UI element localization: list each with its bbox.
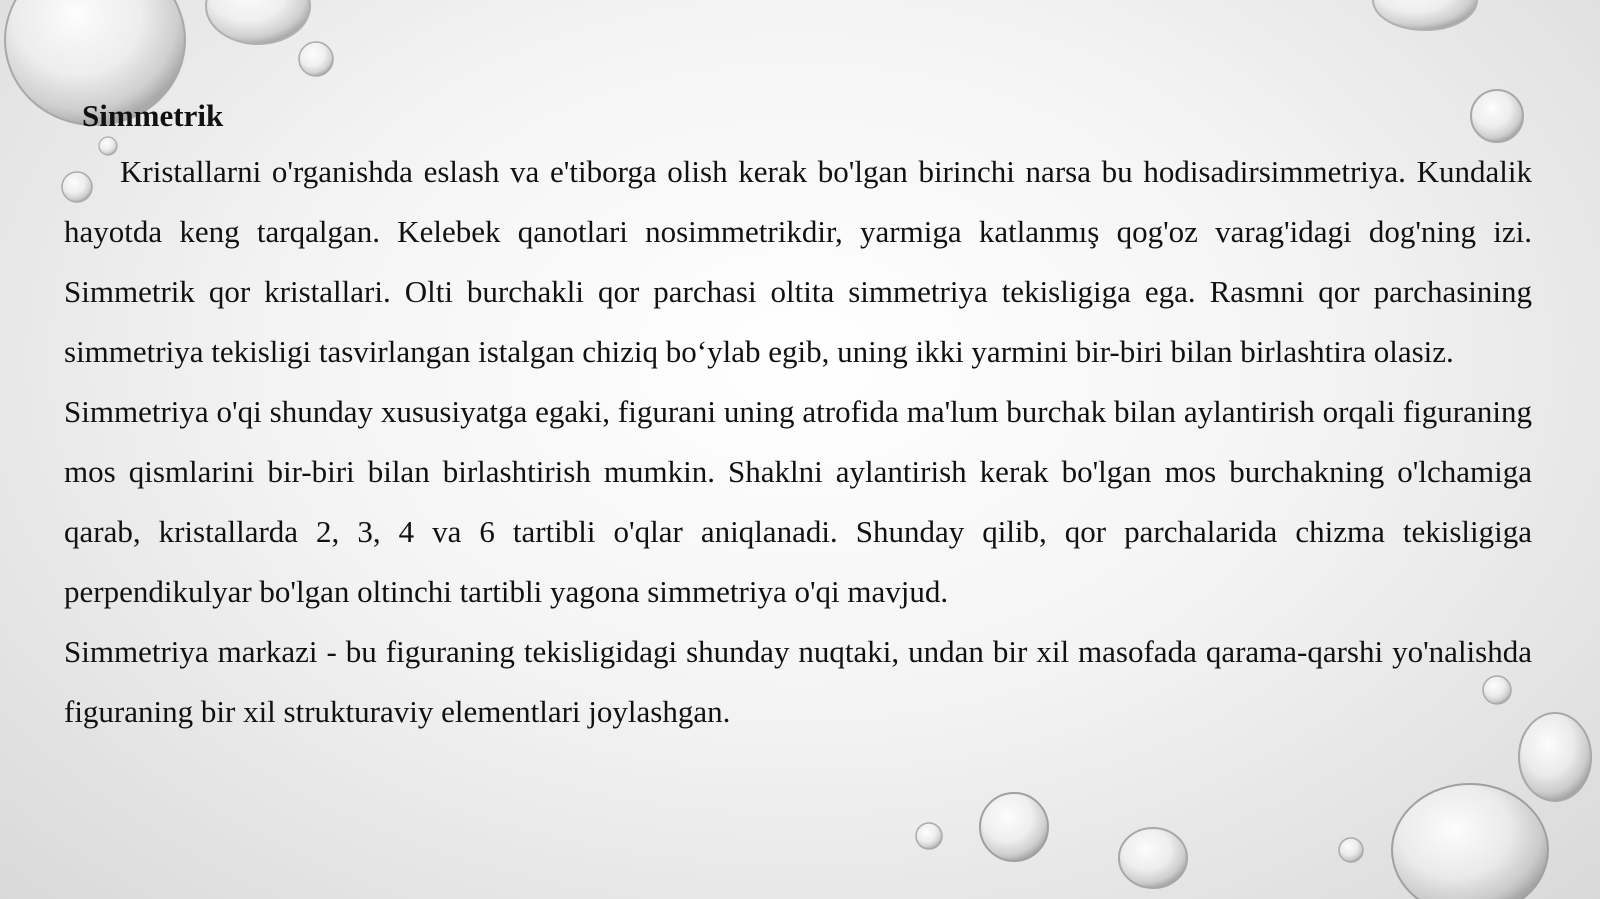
slide-body <box>64 90 1532 742</box>
paragraph-symmetry-intro: Kristallarni o'rganishda eslash va e'tiborga olish kerak bo'lgan birinchi narsa bu hodisadirsimmetriya. Kundalik hayotda keng tarqalgan. Kelebek qanotlari nosimmetrikdir, yarmiga katlanmış qog'oz varag'idagi dog'ning izi. Simmetrik qor kristallari. Olti burchakli qor parchasi oltita simmetriya tekisligiga ega. Rasmni qor parchasining simmetriya tekisligi tasvirlangan istalgan chiziq bo‘ylab egib, uning ikki yarmini bir-biri bilan birlashtira olasiz. <box>64 154 1532 369</box>
slide-heading: Simmetrik <box>82 98 224 133</box>
paragraph-symmetry-center: Simmetriya markazi - bu figuraning tekisligidagi shunday nuqtaki, undan bir xil masofada qarama-qarshi yo'nalishda figuraning bir xil strukturaviy elementlari joylashgan. <box>64 634 1532 729</box>
paragraph-symmetry-axis: Simmetriya o'qi shunday xususiyatga egaki, figurani uning atrofida ma'lum burchak bilan aylantirish orqali figuraning mos qismlarini bir-biri bilan birlashtirish mumkin. Shaklni aylantirish kerak bo'lgan mos burchakning o'lchamiga qarab, kristallarda 2, 3, 4 va 6 tartibli o'qlar aniqlanadi. Shunday qilib, qor parchalarida chizma tekisligiga perpendikulyar bo'lgan oltinchi tartibli yagona simmetriya o'qi mavjud. <box>64 394 1532 609</box>
